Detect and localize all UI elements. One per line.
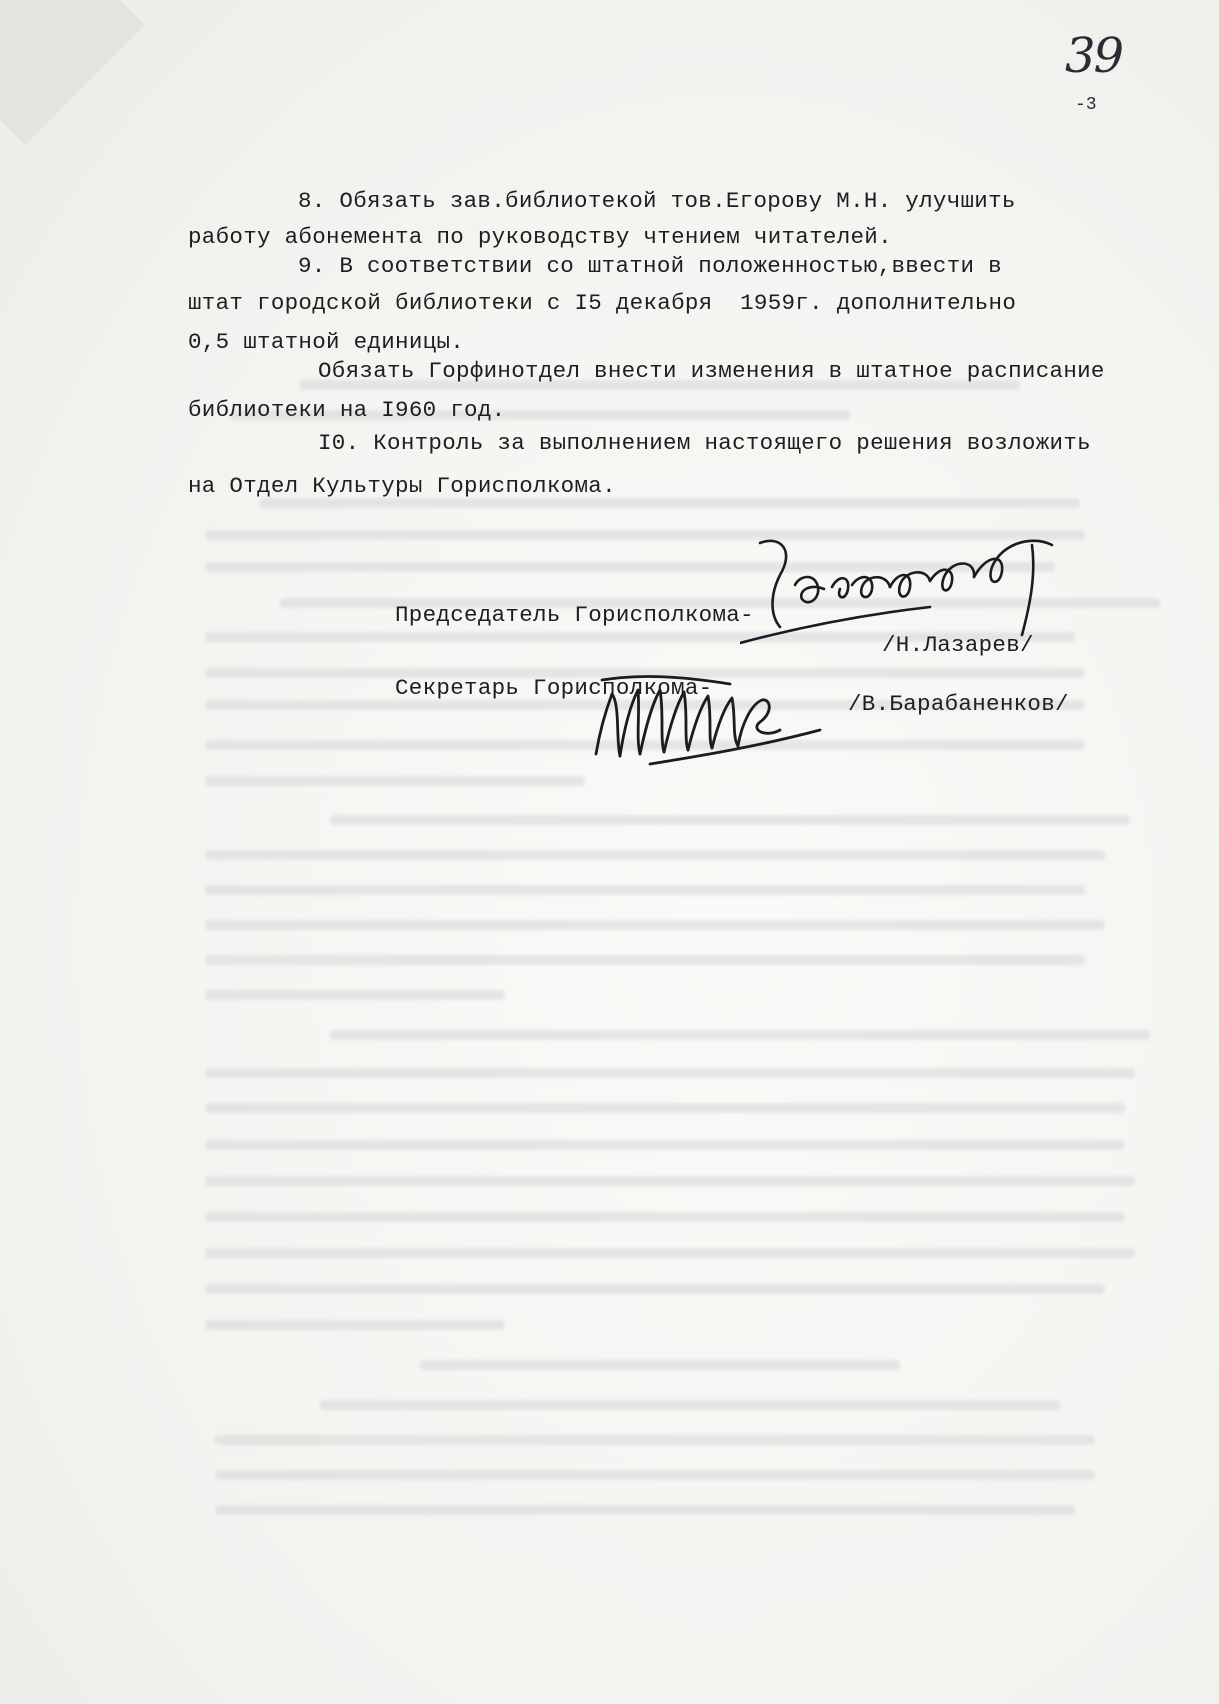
secretary-signature [590,660,830,780]
body-line: на Отдел Культуры Горисполкома. [188,473,616,499]
body-line: 8. Обязать зав.библиотекой тов.Егорову М.Н. улучшить [298,188,1016,214]
chairman-name: /Н.Лазарев/ [882,632,1034,658]
body-line: 0,5 штатной единицы. [188,329,465,355]
secretary-title: Секретарь Горисполкома- [395,675,713,701]
page-number: 39 [1065,28,1123,84]
body-line: Обязать Горфинотдел внести изменения в штатное расписание [318,358,1105,384]
secretary-name: /В.Барабаненков/ [848,691,1069,717]
body-line: библиотеки на I960 год. [188,397,506,423]
chairman-signature [740,515,1070,665]
page-subnumber: -3 [1075,95,1097,115]
body-line: 9. В соответствии со штатной положенностью,ввести в [298,253,1002,279]
body-line: I0. Контроль за выполнением настоящего решения возложить [318,430,1091,456]
chairman-title: Председатель Горисполкома- [395,602,754,628]
body-line: штат городской библиотеки с I5 декабря 1959г. дополнительно [188,290,1017,316]
body-line: работу абонемента по руководству чтением читателей. [188,224,892,250]
